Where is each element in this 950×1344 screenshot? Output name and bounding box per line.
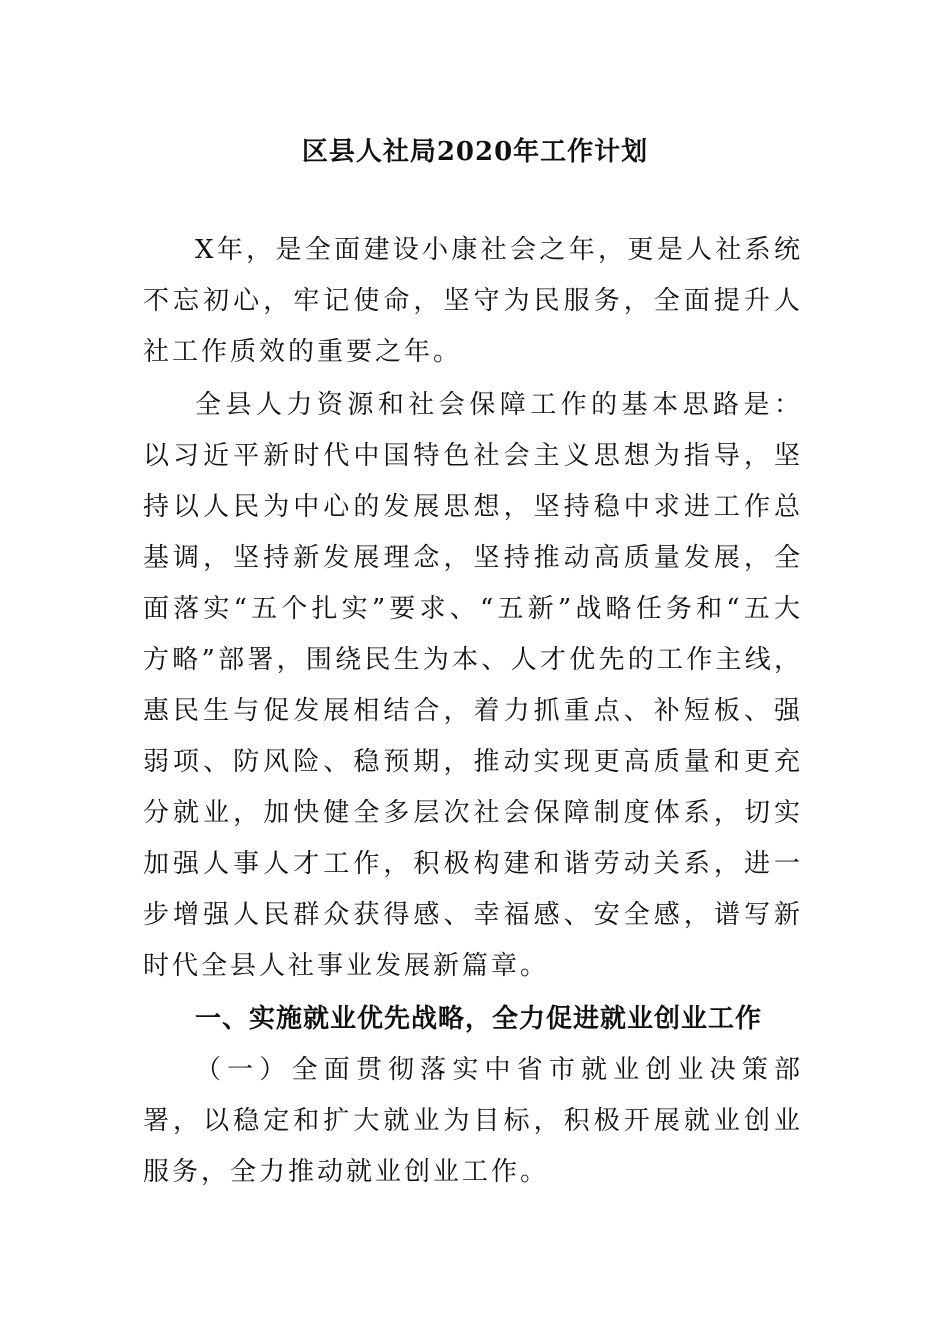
section-paragraph: （一）全面贯彻落实中省市就业创业决策部署，以稳定和扩大就业为目标，积极开展就业创业服务，全力推动就业创业工作。 — [143, 1055, 803, 1187]
guiding-principle-paragraph: 全县人力资源和社会保障工作的基本思路是：以习近平新时代中国特色社会主义思想为指导，坚持以人民为中心的发展思想，坚持稳中求进工作总基调，坚持新发展理念，坚持推动高质量发展，全面落实“五个扎实”要求、“五新”战略任务和“五大方略”部署，围绕民生为本、人才优先的工作主线，惠民生与促发展相结合，着力抓重点、补短板、强弱项、防风险、稳预期，推动实现更高质量和更充分就业，加快健全多层次社会保障制度体系，切实加强人事人才工作，积极构建和谐劳动关系，进一步增强人民群众获得感、幸福感、安全感，谱写新时代全县人社事业发展新篇章。 — [143, 390, 803, 981]
document-title: 区县人社局2020年工作计划 — [301, 137, 649, 167]
section-heading: 一、实施就业优先战略，全力促进就业创业工作 — [195, 1004, 763, 1034]
intro-paragraph: X年，是全面建设小康社会之年，更是人社系统不忘初心，牢记使命，坚守为民服务，全面提升人社工作质效的重要之年。 — [143, 235, 803, 367]
document-body — [143, 225, 803, 1200]
